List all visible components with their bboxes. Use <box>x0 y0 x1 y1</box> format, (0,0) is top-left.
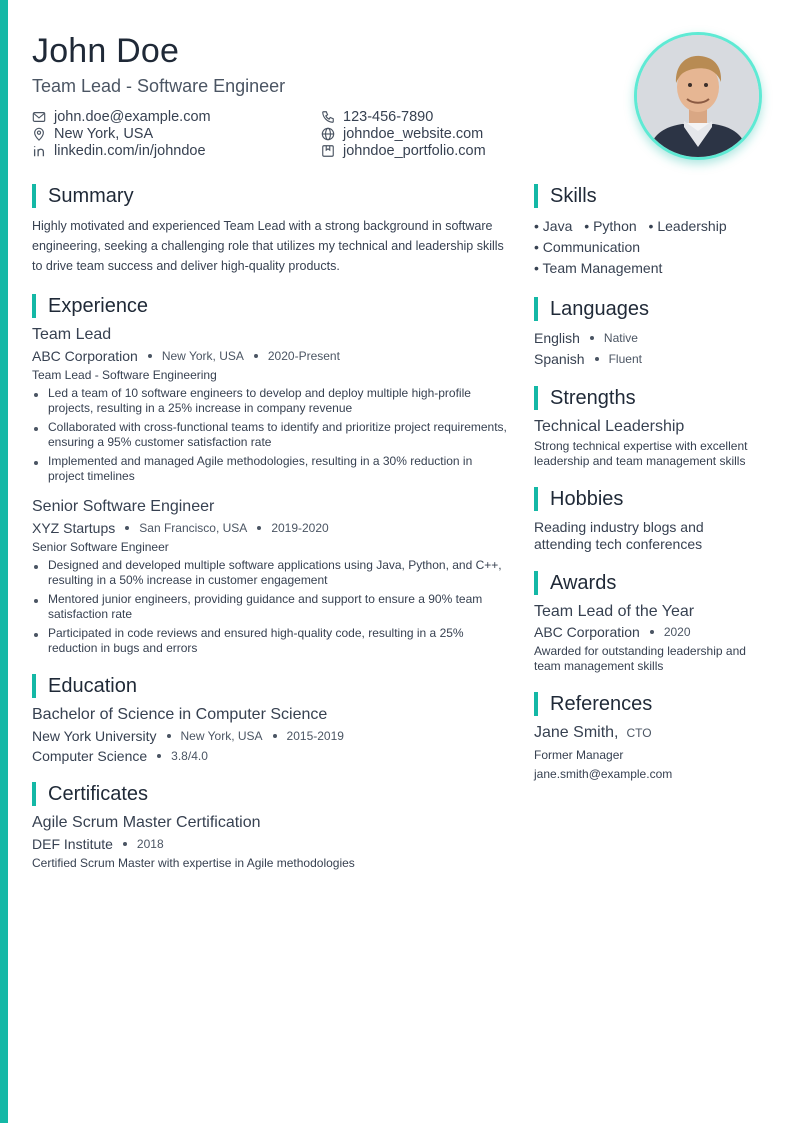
separator-dot <box>157 754 161 758</box>
reference-name: Jane Smith, <box>534 724 619 741</box>
strength-title: Technical Leadership <box>534 418 685 435</box>
certificates-section <box>32 782 510 870</box>
candidate-name: John Doe <box>32 32 180 70</box>
job-entry <box>32 326 510 484</box>
language-row <box>534 329 764 347</box>
skills-heading <box>534 184 764 208</box>
heading-accent <box>534 571 538 595</box>
skill-label: Communication <box>542 239 641 255</box>
language-name: English <box>534 330 580 346</box>
education-gpa: 3.8/4.0 <box>171 749 208 763</box>
website-text: johndoe_website.com <box>343 125 484 142</box>
certificate-name: Agile Scrum Master Certification <box>32 814 261 831</box>
education-dates: 2015-2019 <box>286 729 344 743</box>
job-bullet: Collaborated with cross-functional teams to identify and prioritize project requirements, ensuring a 95% customer satisfaction rate <box>32 420 510 450</box>
reference-email[interactable]: jane.smith@example.com <box>534 767 673 781</box>
contact-email[interactable] <box>32 108 211 125</box>
skill-label: Python <box>593 218 637 234</box>
heading-accent <box>32 674 36 698</box>
references-section <box>534 692 764 784</box>
experience-section <box>32 294 510 656</box>
resume-header <box>32 32 772 172</box>
languages-section <box>534 297 764 368</box>
job-title: Senior Software Engineer <box>32 498 215 515</box>
certificate-meta <box>32 836 510 852</box>
separator-dot <box>254 354 258 358</box>
globe-icon <box>321 127 335 141</box>
job-role: Team Lead - Software Engineering <box>32 368 217 382</box>
hobbies-heading <box>534 487 764 511</box>
award-description: Awarded for outstanding leadership and team management skills <box>534 644 746 673</box>
job-dates: 2019-2020 <box>271 521 329 535</box>
profile-photo-illustration <box>637 35 759 157</box>
education-heading <box>32 674 510 698</box>
contact-location <box>32 125 153 142</box>
job-entry <box>32 498 510 656</box>
education-field-row <box>32 748 510 764</box>
skill-item: • Leadership <box>648 218 727 234</box>
strengths-section <box>534 386 764 469</box>
degree-title: Bachelor of Science in Computer Science <box>32 706 328 723</box>
linkedin-text: linkedin.com/in/johndoe <box>54 142 206 159</box>
location-text: New York, USA <box>54 125 154 142</box>
award-title: Team Lead of the Year <box>534 603 695 620</box>
contact-website[interactable] <box>321 125 483 142</box>
linkedin-icon <box>32 144 46 158</box>
job-bullet: Mentored junior engineers, providing guidance and support to ensure a 90% team satisfaction rate <box>32 592 510 622</box>
summary-section <box>32 184 510 276</box>
language-name: Spanish <box>534 351 585 367</box>
experience-heading <box>32 294 510 318</box>
job-bullet: Led a team of 10 software engineers to develop and deploy multiple high-profile projects, resulting in a 25% increase in company revenue <box>32 386 510 416</box>
certificates-heading-text: Certificates <box>48 782 149 805</box>
skill-item: • Communication <box>534 239 641 255</box>
job-bullets <box>32 558 510 656</box>
separator-dot <box>125 526 129 530</box>
location-pin-icon <box>32 127 46 141</box>
profile-photo <box>634 32 762 160</box>
job-role: Senior Software Engineer <box>32 540 169 554</box>
separator-dot <box>148 354 152 358</box>
accent-bar <box>0 0 8 1123</box>
award-meta <box>534 624 764 640</box>
certificate-description: Certified Scrum Master with expertise in Agile methodologies <box>32 856 355 870</box>
school-name: New York University <box>32 728 157 744</box>
separator-dot <box>273 734 277 738</box>
heading-accent <box>534 184 538 208</box>
job-bullets <box>32 386 510 484</box>
strength-description: Strong technical expertise with excellent leadership and team management skills <box>534 439 748 468</box>
skill-item: • Java <box>534 218 573 234</box>
skill-label: Leadership <box>657 218 727 234</box>
job-company: XYZ Startups <box>32 520 116 536</box>
reference-position: CTO <box>626 726 652 740</box>
job-company: ABC Corporation <box>32 348 138 364</box>
job-location: San Francisco, USA <box>139 521 248 535</box>
separator-dot <box>590 336 594 340</box>
language-level: Fluent <box>608 352 642 366</box>
skills-list <box>534 216 764 279</box>
awards-section <box>534 571 764 674</box>
reference-relation: Former Manager <box>534 748 624 762</box>
left-column <box>32 184 510 888</box>
heading-accent <box>32 294 36 318</box>
skill-label: Team Management <box>542 260 663 276</box>
hobbies-section <box>534 487 764 553</box>
education-heading-text: Education <box>48 674 137 697</box>
candidate-title: Team Lead - Software Engineer <box>32 76 286 96</box>
separator-dot <box>650 630 654 634</box>
summary-heading <box>32 184 510 208</box>
education-meta <box>32 728 510 744</box>
job-bullet: Implemented and managed Agile methodologies, resulting in a 30% reduction in project timelines <box>32 454 510 484</box>
contact-linkedin[interactable] <box>32 142 206 159</box>
job-location: New York, USA <box>161 349 244 363</box>
job-dates: 2020-Present <box>267 349 340 363</box>
job-meta <box>32 520 510 536</box>
separator-dot <box>257 526 261 530</box>
phone-icon <box>321 110 335 124</box>
job-title: Team Lead <box>32 326 112 343</box>
award-issuer: ABC Corporation <box>534 624 640 640</box>
skills-heading-text: Skills <box>550 184 597 207</box>
separator-dot <box>595 357 599 361</box>
skills-section <box>534 184 764 279</box>
portfolio-icon <box>321 144 335 158</box>
awards-heading-text: Awards <box>550 571 617 594</box>
skill-item: • Team Management <box>534 260 663 276</box>
certificates-heading <box>32 782 510 806</box>
certificate-issuer: DEF Institute <box>32 836 113 852</box>
summary-heading-text: Summary <box>48 184 134 207</box>
award-year: 2020 <box>663 625 691 639</box>
job-bullet: Participated in code reviews and ensured high-quality code, resulting in a 25% reduction in bugs and errors <box>32 626 510 656</box>
heading-accent <box>534 692 538 716</box>
school-location: New York, USA <box>180 729 263 743</box>
mail-icon <box>32 110 46 124</box>
reference-name-row <box>534 724 764 742</box>
education-field: Computer Science <box>32 748 148 764</box>
certificate-year: 2018 <box>136 837 164 851</box>
language-row <box>534 350 764 368</box>
references-heading <box>534 692 764 716</box>
contact-portfolio[interactable] <box>321 142 486 159</box>
awards-heading <box>534 571 764 595</box>
hobbies-heading-text: Hobbies <box>550 487 624 510</box>
strengths-heading <box>534 386 764 410</box>
right-column <box>534 184 764 802</box>
portfolio-text: johndoe_portfolio.com <box>343 142 486 159</box>
heading-accent <box>32 782 36 806</box>
separator-dot <box>167 734 171 738</box>
skill-label: Java <box>542 218 573 234</box>
languages-heading <box>534 297 764 321</box>
email-text: john.doe@example.com <box>54 108 211 125</box>
phone-text: 123-456-7890 <box>343 108 434 125</box>
hobbies-text: Reading industry blogs and attending tech conferences <box>534 519 704 552</box>
experience-heading-text: Experience <box>48 294 149 317</box>
heading-accent <box>534 386 538 410</box>
separator-dot <box>123 842 127 846</box>
languages-heading-text: Languages <box>550 297 649 320</box>
heading-accent <box>534 487 538 511</box>
strengths-heading-text: Strengths <box>550 386 636 409</box>
heading-accent <box>32 184 36 208</box>
education-section <box>32 674 510 764</box>
heading-accent <box>534 297 538 321</box>
contact-phone[interactable] <box>321 108 433 125</box>
language-level: Native <box>603 331 638 345</box>
references-heading-text: References <box>550 692 653 715</box>
skill-item: • Python <box>584 218 637 234</box>
job-bullet: Designed and developed multiple software applications using Java, Python, and C++, resulting in a 50% increase in customer engagement <box>32 558 510 588</box>
job-meta <box>32 348 510 364</box>
summary-text: Highly motivated and experienced Team Lead with a strong background in software engineering, seeking a challenging role that utilizes my technical and leadership skills to drive team success and deliver high-quality products. <box>32 219 504 273</box>
